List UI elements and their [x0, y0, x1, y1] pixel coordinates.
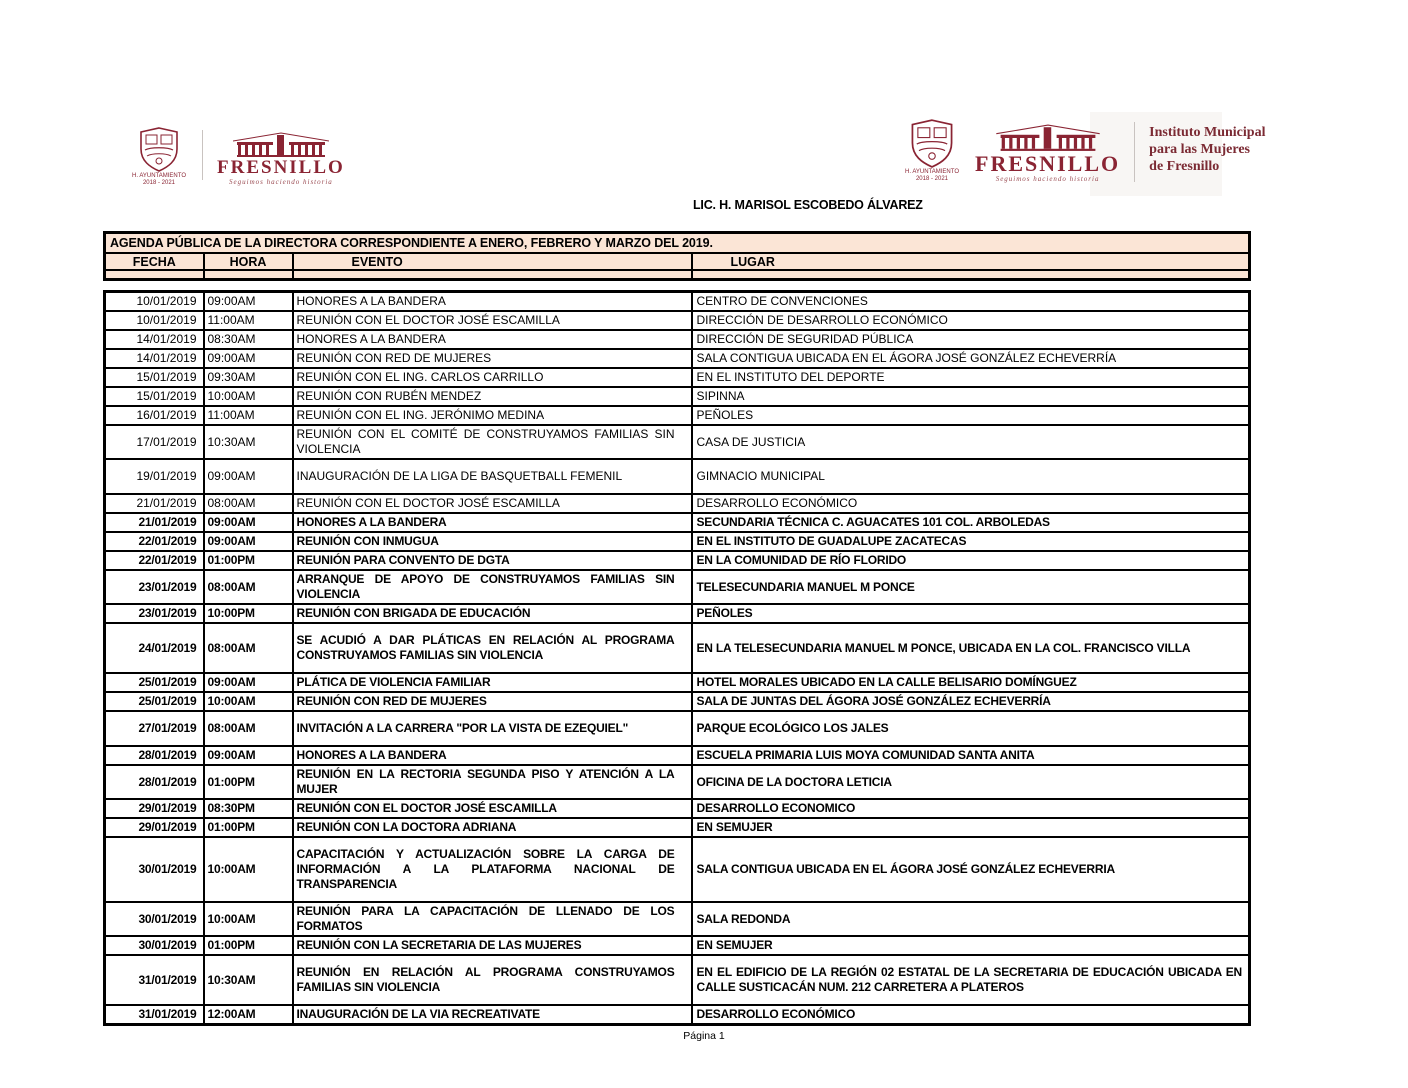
column-header-hora: HORA — [204, 253, 293, 270]
table-row — [105, 746, 1250, 765]
cell-hora: 10:00AM — [204, 837, 293, 902]
cell-evento: CAPACITACIÓN Y ACTUALIZACIÓN SOBRE LA CARGA DE INFORMACIÓN A LA PLATAFORMA NACIONAL DE TRANSPARENCIA — [293, 837, 692, 902]
cell-hora: 10:00PM — [204, 604, 293, 623]
logo-divider — [1134, 122, 1135, 182]
cell-hora: 10:00AM — [204, 692, 293, 711]
cell-lugar: SECUNDARIA TÉCNICA C. AGUACATES 101 COL. ARBOLEDAS — [692, 513, 1250, 532]
cell-fecha: 25/01/2019 — [105, 673, 204, 692]
cell-lugar: DESARROLLO ECONÓMICO — [692, 494, 1250, 513]
fresnillo-wordmark: FRESNILLO — [217, 157, 345, 178]
cell-hora: 08:00AM — [204, 711, 293, 746]
cell-evento: PLÁTICA DE VIOLENCIA FAMILIAR — [293, 673, 692, 692]
cell-hora: 09:30AM — [204, 368, 293, 387]
cell-hora: 08:00AM — [204, 570, 293, 604]
cell-evento: REUNIÓN PARA CONVENTO DE DGTA — [293, 551, 692, 570]
cell-lugar: PARQUE ECOLÓGICO LOS JALES — [692, 711, 1250, 746]
table-row — [105, 936, 1250, 955]
cell-fecha: 27/01/2019 — [105, 711, 204, 746]
table-row — [105, 570, 1250, 604]
cell-fecha: 25/01/2019 — [105, 692, 204, 711]
cell-fecha: 21/01/2019 — [105, 513, 204, 532]
cell-hora: 01:00PM — [204, 936, 293, 955]
table-row — [105, 818, 1250, 837]
table-row — [105, 837, 1250, 902]
cell-hora: 08:30AM — [204, 330, 293, 349]
fresnillo-wordmark: FRESNILLO — [975, 151, 1121, 176]
cell-hora: 11:00AM — [204, 311, 293, 330]
cell-fecha: 10/01/2019 — [105, 292, 204, 312]
cell-evento: INVITACIÓN A LA CARRERA "POR LA VISTA DE EZEQUIEL" — [293, 711, 692, 746]
cell-hora: 09:00AM — [204, 459, 293, 494]
shield-caption: H. AYUNTAMIENTO 2018 - 2021 — [904, 169, 959, 182]
table-row — [105, 692, 1250, 711]
cell-hora: 09:00AM — [204, 532, 293, 551]
ayuntamiento-shield-icon — [137, 126, 181, 172]
cell-lugar: EN LA COMUNIDAD DE RÍO FLORIDO — [692, 551, 1250, 570]
fresnillo-aqueduct-icon — [996, 124, 1100, 152]
ayuntamiento-shield-icon — [908, 118, 956, 168]
cell-fecha: 15/01/2019 — [105, 368, 204, 387]
table-row — [105, 799, 1250, 818]
cell-evento: REUNIÓN CON EL ING. JERÓNIMO MEDINA — [293, 406, 692, 425]
table-row — [105, 349, 1250, 368]
cell-fecha: 15/01/2019 — [105, 387, 204, 406]
cell-lugar: EN LA TELESECUNDARIA MANUEL M PONCE, UBICADA EN LA COL. FRANCISCO VILLA — [692, 623, 1250, 673]
fresnillo-aqueduct-icon — [233, 132, 329, 158]
table-row — [105, 604, 1250, 623]
cell-lugar: ESCUELA PRIMARIA LUIS MOYA COMUNIDAD SANTA ANITA — [692, 746, 1250, 765]
left-logo-group — [130, 126, 345, 187]
agenda-table — [103, 290, 1251, 1026]
cell-evento: REUNIÓN EN LA RECTORIA SEGUNDA PISO Y ATENCIÓN A LA MUJER — [293, 765, 692, 799]
table-row — [105, 292, 1250, 312]
table-row — [105, 765, 1250, 799]
table-row — [105, 902, 1250, 936]
cell-fecha: 30/01/2019 — [105, 837, 204, 902]
cell-hora: 10:30AM — [204, 955, 293, 1005]
cell-evento: HONORES A LA BANDERA — [293, 513, 692, 532]
cell-lugar: TELESECUNDARIA MANUEL M PONCE — [692, 570, 1250, 604]
table-row — [105, 955, 1250, 1005]
table-row — [105, 425, 1250, 459]
cell-evento: REUNIÓN CON EL ING. CARLOS CARRILLO — [293, 368, 692, 387]
table-row — [105, 494, 1250, 513]
table-row — [105, 673, 1250, 692]
right-logo-group — [903, 118, 1265, 183]
cell-lugar: SALA CONTIGUA UBICADA EN EL ÁGORA JOSÉ GONZÁLEZ ECHEVERRIA — [692, 837, 1250, 902]
cell-lugar: SALA CONTIGUA UBICADA EN EL ÁGORA JOSÉ GONZÁLEZ ECHEVERRÍA — [692, 349, 1250, 368]
cell-evento: REUNIÓN CON LA DOCTORA ADRIANA — [293, 818, 692, 837]
cell-fecha: 17/01/2019 — [105, 425, 204, 459]
cell-lugar: DIRECCIÓN DE DESARROLLO ECONÓMICO — [692, 311, 1250, 330]
cell-fecha: 31/01/2019 — [105, 955, 204, 1005]
cell-hora: 09:00AM — [204, 513, 293, 532]
column-header-fecha: FECHA — [105, 253, 204, 270]
page-number: Página 1 — [683, 1030, 725, 1042]
cell-hora: 10:00AM — [204, 902, 293, 936]
column-header-lugar: LUGAR — [692, 253, 1250, 270]
cell-evento: REUNIÓN CON INMUGUA — [293, 532, 692, 551]
director-name: LIC. H. MARISOL ESCOBEDO ÁLVAREZ — [693, 198, 923, 212]
cell-fecha: 21/01/2019 — [105, 494, 204, 513]
table-row — [105, 459, 1250, 494]
cell-hora: 09:00AM — [204, 746, 293, 765]
cell-hora: 08:30PM — [204, 799, 293, 818]
cell-evento: HONORES A LA BANDERA — [293, 330, 692, 349]
fresnillo-tagline: Seguimos haciendo historia — [995, 175, 1100, 183]
cell-lugar: SALA DE JUNTAS DEL ÁGORA JOSÉ GONZÁLEZ ECHEVERRÍA — [692, 692, 1250, 711]
logo-divider — [202, 130, 203, 180]
table-row — [105, 1005, 1250, 1025]
cell-lugar: HOTEL MORALES UBICADO EN LA CALLE BELISARIO DOMÍNGUEZ — [692, 673, 1250, 692]
cell-lugar: DESARROLLO ECONOMICO — [692, 799, 1250, 818]
cell-hora: 10:30AM — [204, 425, 293, 459]
cell-hora: 09:00AM — [204, 673, 293, 692]
cell-lugar: SALA REDONDA — [692, 902, 1250, 936]
cell-fecha: 14/01/2019 — [105, 349, 204, 368]
agenda-table-body — [105, 292, 1250, 1025]
agenda-header-table — [103, 231, 1251, 281]
cell-evento: SE ACUDIÓ A DAR PLÁTICAS EN RELACIÓN AL PROGRAMA CONSTRUYAMOS FAMILIAS SIN VIOLENCIA — [293, 623, 692, 673]
institute-name: Instituto Municipal para las Mujeres de Fresnillo — [1149, 125, 1266, 174]
cell-fecha: 29/01/2019 — [105, 818, 204, 837]
cell-evento: REUNIÓN PARA LA CAPACITACIÓN DE LLENADO DE LOS FORMATOS — [293, 902, 692, 936]
fresnillo-tagline: Seguimos haciendo historia — [229, 178, 333, 186]
cell-hora: 01:00PM — [204, 551, 293, 570]
cell-lugar: EN EL INSTITUTO DEL DEPORTE — [692, 368, 1250, 387]
cell-evento: REUNIÓN CON EL DOCTOR JOSÉ ESCAMILLA — [293, 494, 692, 513]
cell-lugar: CENTRO DE CONVENCIONES — [692, 292, 1250, 312]
cell-hora: 01:00PM — [204, 818, 293, 837]
cell-fecha: 30/01/2019 — [105, 902, 204, 936]
table-row — [105, 623, 1250, 673]
cell-evento: HONORES A LA BANDERA — [293, 746, 692, 765]
table-row — [105, 406, 1250, 425]
cell-evento: INAUGURACIÓN DE LA VIA RECREATIVATE — [293, 1005, 692, 1025]
cell-hora: 12:00AM — [204, 1005, 293, 1025]
cell-lugar: PEÑOLES — [692, 406, 1250, 425]
cell-evento: REUNIÓN CON RED DE MUJERES — [293, 692, 692, 711]
cell-lugar: GIMNACIO MUNICIPAL — [692, 459, 1250, 494]
cell-evento: INAUGURACIÓN DE LA LIGA DE BASQUETBALL FEMENIL — [293, 459, 692, 494]
cell-fecha: 19/01/2019 — [105, 459, 204, 494]
cell-lugar: EN SEMUJER — [692, 936, 1250, 955]
cell-hora: 11:00AM — [204, 406, 293, 425]
cell-evento: REUNIÓN CON EL DOCTOR JOSÉ ESCAMILLA — [293, 311, 692, 330]
cell-fecha: 28/01/2019 — [105, 765, 204, 799]
cell-evento: ARRANQUE DE APOYO DE CONSTRUYAMOS FAMILIAS SIN VIOLENCIA — [293, 570, 692, 604]
cell-evento: REUNIÓN EN RELACIÓN AL PROGRAMA CONSTRUYAMOS FAMILIAS SIN VIOLENCIA — [293, 955, 692, 1005]
cell-lugar: EN SEMUJER — [692, 818, 1250, 837]
cell-evento: HONORES A LA BANDERA — [293, 292, 692, 312]
table-row — [105, 368, 1250, 387]
shield-caption: H. AYUNTAMIENTO 2018 - 2021 — [131, 173, 186, 186]
table-row — [105, 532, 1250, 551]
cell-fecha: 14/01/2019 — [105, 330, 204, 349]
cell-fecha: 29/01/2019 — [105, 799, 204, 818]
cell-fecha: 16/01/2019 — [105, 406, 204, 425]
cell-hora: 09:00AM — [204, 349, 293, 368]
cell-fecha: 23/01/2019 — [105, 570, 204, 604]
table-row — [105, 711, 1250, 746]
cell-lugar: DIRECCIÓN DE SEGURIDAD PÚBLICA — [692, 330, 1250, 349]
cell-evento: REUNIÓN CON BRIGADA DE EDUCACIÓN — [293, 604, 692, 623]
cell-evento: REUNIÓN CON RUBÉN MENDEZ — [293, 387, 692, 406]
table-row — [105, 387, 1250, 406]
table-row — [105, 311, 1250, 330]
cell-fecha: 28/01/2019 — [105, 746, 204, 765]
cell-lugar: SIPINNA — [692, 387, 1250, 406]
cell-fecha: 31/01/2019 — [105, 1005, 204, 1025]
cell-hora: 09:00AM — [204, 292, 293, 312]
cell-lugar: EN EL EDIFICIO DE LA REGIÓN 02 ESTATAL DE LA SECRETARIA DE EDUCACIÓN UBICADA EN CALLE SUSTICACÁN NUM. 212 CARRETERA A PLATEROS — [692, 955, 1250, 1005]
header-spacer-row — [105, 270, 1250, 279]
cell-lugar: CASA DE JUSTICIA — [692, 425, 1250, 459]
cell-evento: REUNIÓN CON RED DE MUJERES — [293, 349, 692, 368]
table-row — [105, 513, 1250, 532]
cell-hora: 01:00PM — [204, 765, 293, 799]
cell-evento: REUNIÓN CON LA SECRETARIA DE LAS MUJERES — [293, 936, 692, 955]
table-row — [105, 330, 1250, 349]
cell-hora: 08:00AM — [204, 623, 293, 673]
cell-evento: REUNIÓN CON EL DOCTOR JOSÉ ESCAMILLA — [293, 799, 692, 818]
cell-evento: REUNIÓN CON EL COMITÉ DE CONSTRUYAMOS FAMILIAS SIN VIOLENCIA — [293, 425, 692, 459]
cell-lugar: OFICINA DE LA DOCTORA LETICIA — [692, 765, 1250, 799]
cell-fecha: 22/01/2019 — [105, 551, 204, 570]
cell-lugar: DESARROLLO ECONÓMICO — [692, 1005, 1250, 1025]
agenda-title: AGENDA PÚBLICA DE LA DIRECTORA CORRESPONDIENTE A ENERO, FEBRERO Y MARZO DEL 2019. — [105, 233, 1250, 254]
table-row — [105, 551, 1250, 570]
cell-hora: 10:00AM — [204, 387, 293, 406]
cell-lugar: PEÑOLES — [692, 604, 1250, 623]
cell-fecha: 10/01/2019 — [105, 311, 204, 330]
cell-lugar: EN EL INSTITUTO DE GUADALUPE ZACATECAS — [692, 532, 1250, 551]
cell-fecha: 22/01/2019 — [105, 532, 204, 551]
cell-fecha: 24/01/2019 — [105, 623, 204, 673]
cell-hora: 08:00AM — [204, 494, 293, 513]
column-header-evento: EVENTO — [293, 253, 692, 270]
cell-fecha: 23/01/2019 — [105, 604, 204, 623]
cell-fecha: 30/01/2019 — [105, 936, 204, 955]
